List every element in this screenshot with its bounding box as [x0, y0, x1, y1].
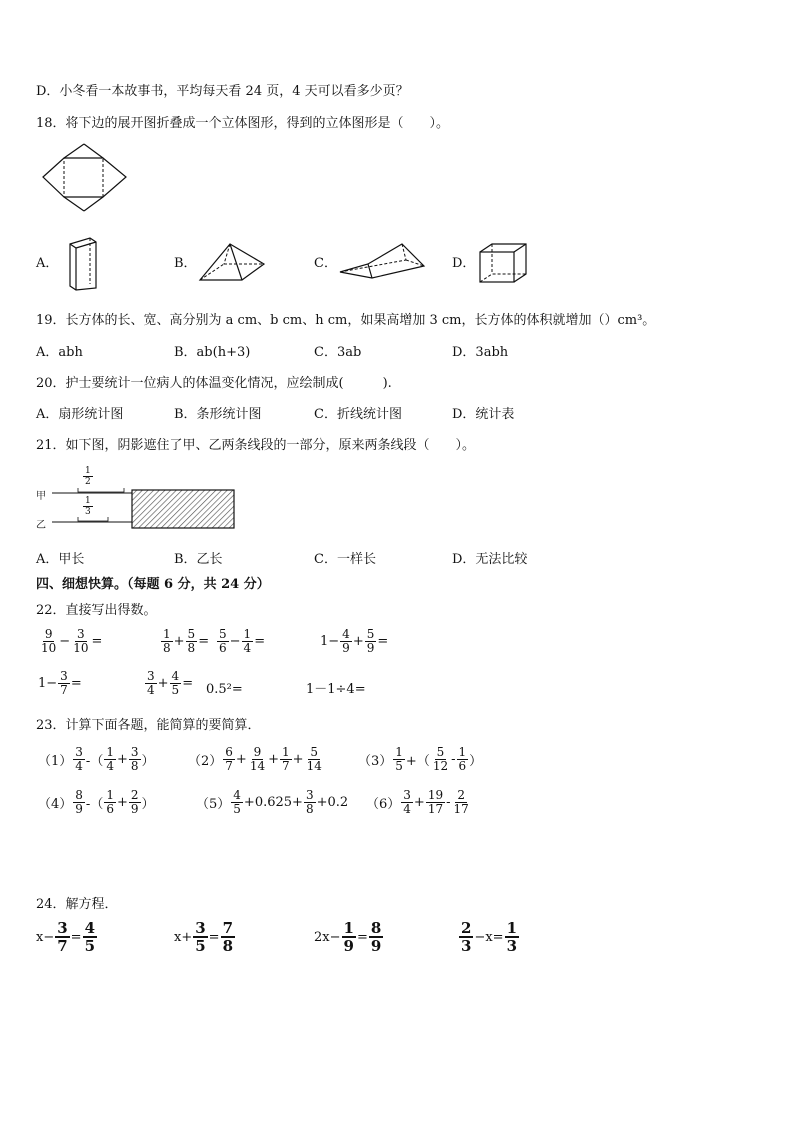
q22-expr-3: $\frac{5}{6}$ − $\frac{1}{4}$ = [219, 627, 266, 655]
q22-expr-5: 1− $\frac{3}{7}$ = [38, 669, 82, 697]
q18-option-b-pyramid [196, 240, 268, 284]
q23-problem-4: （4） $\frac{8}{9}$ -（ $\frac{1}{6}$ + $\frac{2}{9}$ ） [38, 788, 155, 816]
q22-text: 22．直接写出得数。 [36, 603, 157, 618]
q21-label-jia: 甲 [36, 491, 46, 502]
q24-text: 24．解方程． [36, 897, 118, 912]
q23-text: 23．计算下面各题，能简算的要简算． [36, 718, 261, 733]
q21-option-b: B．乙长 [174, 552, 223, 567]
q19-option-d: D．3abh [452, 345, 509, 360]
q19-option-b: B．ab(h+3) [174, 345, 251, 360]
q21-figure [36, 466, 248, 536]
q18-option-b-label: B． [174, 256, 197, 271]
q18-option-c-prism [336, 238, 430, 282]
q17-option-d: D．小冬看一本故事书，平均每天看 24 页，4 天可以看多少页？ [36, 84, 409, 99]
q18-option-d-label: D． [452, 256, 476, 271]
q21-text: 21．如下图，阴影遮住了甲、乙两条线段的一部分，原来两条线段（ ）。 [36, 438, 476, 453]
q19-option-a: A．abh [36, 345, 83, 360]
section-4-heading: 四、细想快算。（每题 6 分，共 24 分） [36, 577, 270, 592]
q24-equation-2: x+ $\frac{3}{5}$ = $\frac{7}{8}$ [174, 919, 234, 955]
q18-net-figure [40, 140, 130, 214]
q21-option-c: C．一样长 [314, 552, 376, 567]
q22-expr-4: 1− $\frac{4}{9}$ + $\frac{5}{9}$ = [320, 627, 389, 655]
q24-equation-1: x− $\frac{3}{7}$ = $\frac{4}{5}$ [36, 919, 96, 955]
q20-option-a: A．扇形统计图 [36, 407, 124, 422]
q23-problem-2: （2） $\frac{6}{7}$ + $\frac{9}{14}$ + $\frac{1}{7}$ + $\frac{5}{14}$ [188, 745, 322, 773]
q22-expr-8: 1－1÷4= [306, 682, 366, 697]
q24-equation-3: 2x− $\frac{1}{9}$ = $\frac{8}{9}$ [314, 919, 382, 955]
q23-problem-5: （5） $\frac{4}{5}$ +0.625+ $\frac{3}{8}$ +0.2 [196, 788, 349, 816]
q21-label-yi: 乙 [36, 520, 46, 531]
q18-option-a-prism [64, 234, 102, 292]
q20-text: 20．护士要统计一位病人的体温变化情况，应绘制成( ). [36, 376, 392, 391]
q21-frac-yi: $\frac{1}{3}$ [85, 496, 91, 517]
q22-expr-6: $\frac{3}{4}$ + $\frac{4}{5}$ = [147, 669, 194, 697]
q24-equation-4: $\frac{2}{3}$ −x= $\frac{1}{3}$ [461, 919, 517, 955]
q22-expr-2: $\frac{1}{8}$ + $\frac{5}{8}$ = [163, 627, 210, 655]
q19-text: 19．长方体的长、宽、高分别为 a cm、b cm、h cm，如果高增加 3 cm，长方体的体积就增加（）cm³。 [36, 313, 656, 328]
q18-option-c-label: C． [314, 256, 337, 271]
q23-problem-3: （3） $\frac{1}{5}$ +（ $\frac{5}{12}$ - $\frac{1}{6}$ ） [358, 745, 483, 773]
q21-option-d: D．无法比较 [452, 552, 528, 567]
q20-option-b: B．条形统计图 [174, 407, 262, 422]
q22-expr-1: $\frac{9}{10}$ − $\frac{3}{10}$ = [41, 627, 103, 655]
q23-problem-1: （1） $\frac{3}{4}$ -（ $\frac{1}{4}$ + $\frac{3}{8}$ ） [38, 745, 155, 773]
q18-option-a-label: A． [36, 256, 59, 271]
q18-option-d-cube [476, 240, 532, 286]
q21-option-a: A．甲长 [36, 552, 85, 567]
q19-option-c: C．3ab [314, 345, 362, 360]
q21-frac-jia: $\frac{1}{2}$ [85, 466, 91, 487]
q18-text: 18．将下边的展开图折叠成一个立体图形，得到的立体图形是（ ）。 [36, 116, 450, 131]
q23-problem-6: （6） $\frac{3}{4}$ + $\frac{19}{17}$ - $\frac{2}{17}$ [366, 788, 469, 816]
q20-option-d: D．统计表 [452, 407, 515, 422]
q20-option-c: C．折线统计图 [314, 407, 402, 422]
q22-expr-7: 0.5²= [206, 682, 243, 697]
